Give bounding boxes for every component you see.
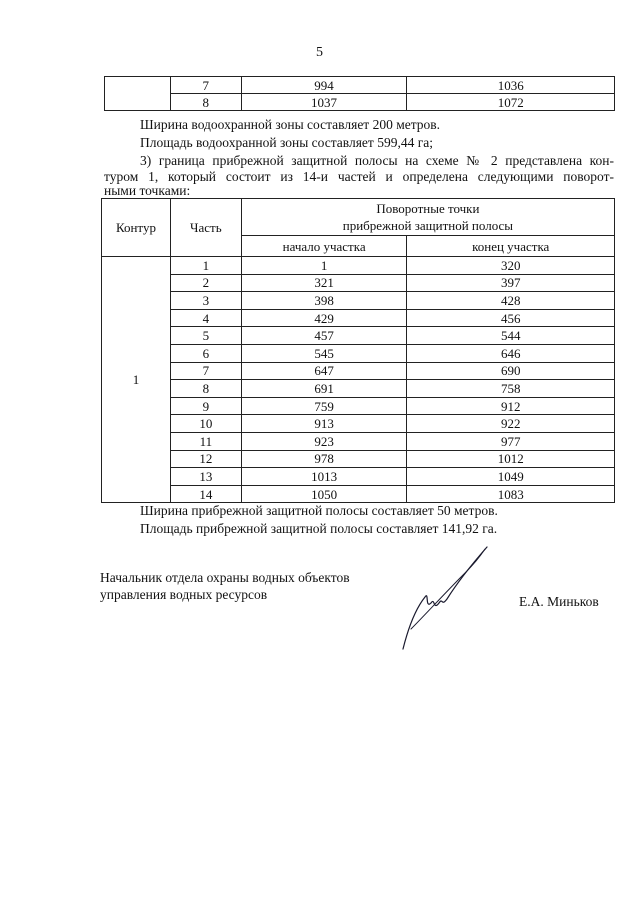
end-cell: 397	[407, 274, 615, 292]
start-cell: 545	[241, 344, 407, 362]
part-cell: 4	[170, 309, 241, 327]
strip-width-text: Ширина прибрежной защитной полосы составляет 50 метров.	[140, 503, 498, 518]
table-row	[105, 77, 615, 94]
item3-line1: 3) граница прибрежной защитной полосы на схеме № 2 представлена кон-	[140, 153, 614, 168]
header-start: начало участка	[241, 236, 407, 257]
strip-area-text: Площадь прибрежной защитной полосы составляет 141,92 га.	[140, 521, 498, 536]
page-number: 5	[316, 45, 323, 60]
header-turning-points	[241, 199, 614, 236]
header-group-line1: Поворотные точки	[376, 201, 480, 216]
start-cell: 913	[241, 415, 407, 433]
start-cell: 457	[241, 327, 407, 345]
part-cell: 8	[170, 94, 241, 111]
water-zone-width-text: Ширина водоохранной зоны составляет 200 метров.	[140, 117, 441, 132]
end-cell: 1072	[407, 94, 615, 111]
item3-line2: туром 1, который состоит из 14-и частей и определена следующими поворот-	[104, 169, 614, 184]
table-row	[102, 327, 615, 345]
part-cell: 7	[170, 362, 241, 380]
end-cell: 1049	[407, 468, 615, 486]
end-cell: 690	[407, 362, 615, 380]
start-cell: 994	[241, 77, 407, 94]
table-row	[102, 362, 615, 380]
turning-points-table	[101, 198, 615, 503]
signatory-name: Е.А. Миньков	[519, 594, 599, 609]
end-cell: 544	[407, 327, 615, 345]
start-cell: 429	[241, 309, 407, 327]
position-line2: управления водных ресурсов	[100, 587, 268, 602]
end-cell: 456	[407, 309, 615, 327]
table-row	[102, 432, 615, 450]
end-cell: 428	[407, 292, 615, 310]
end-cell: 977	[407, 432, 615, 450]
table-row	[102, 450, 615, 468]
table-row	[102, 468, 615, 486]
part-cell: 13	[170, 468, 241, 486]
item3-line3: ными точками:	[104, 183, 191, 198]
part-cell: 14	[170, 485, 241, 503]
table-row	[102, 257, 615, 275]
table-row	[102, 292, 615, 310]
handwritten-signature	[395, 545, 495, 655]
start-cell: 923	[241, 432, 407, 450]
end-cell: 922	[407, 415, 615, 433]
start-cell: 978	[241, 450, 407, 468]
part-cell: 6	[170, 344, 241, 362]
end-cell: 320	[407, 257, 615, 275]
part-cell: 7	[170, 77, 241, 94]
part-cell: 2	[170, 274, 241, 292]
table-row	[102, 344, 615, 362]
start-cell: 398	[241, 292, 407, 310]
start-cell: 759	[241, 397, 407, 415]
table-row	[102, 380, 615, 398]
part-cell: 8	[170, 380, 241, 398]
part-cell: 10	[170, 415, 241, 433]
table-row	[102, 415, 615, 433]
top-table-continuation	[104, 76, 615, 111]
part-cell: 1	[170, 257, 241, 275]
end-cell: 1036	[407, 77, 615, 94]
end-cell: 912	[407, 397, 615, 415]
part-cell: 5	[170, 327, 241, 345]
header-group-line2: прибрежной защитной полосы	[342, 218, 514, 233]
part-cell: 3	[170, 292, 241, 310]
table-row	[105, 94, 615, 111]
contour-cell	[105, 77, 171, 111]
part-cell: 11	[170, 432, 241, 450]
start-cell: 1	[241, 257, 407, 275]
end-cell: 758	[407, 380, 615, 398]
table-row	[102, 274, 615, 292]
table-row	[102, 485, 615, 503]
start-cell: 1013	[241, 468, 407, 486]
start-cell: 321	[241, 274, 407, 292]
start-cell: 691	[241, 380, 407, 398]
table-row	[102, 309, 615, 327]
water-zone-area-text: Площадь водоохранной зоны составляет 599,44 га;	[140, 135, 433, 150]
position-line1: Начальник отдела охраны водных объектов	[100, 570, 350, 585]
start-cell: 1037	[241, 94, 407, 111]
header-part: Часть	[170, 199, 241, 257]
end-cell: 1083	[407, 485, 615, 503]
start-cell: 1050	[241, 485, 407, 503]
start-cell: 647	[241, 362, 407, 380]
contour-cell: 1	[102, 257, 171, 503]
header-end: конец участка	[407, 236, 615, 257]
header-contour: Контур	[102, 199, 171, 257]
end-cell: 1012	[407, 450, 615, 468]
end-cell: 646	[407, 344, 615, 362]
table-row	[102, 397, 615, 415]
part-cell: 12	[170, 450, 241, 468]
part-cell: 9	[170, 397, 241, 415]
